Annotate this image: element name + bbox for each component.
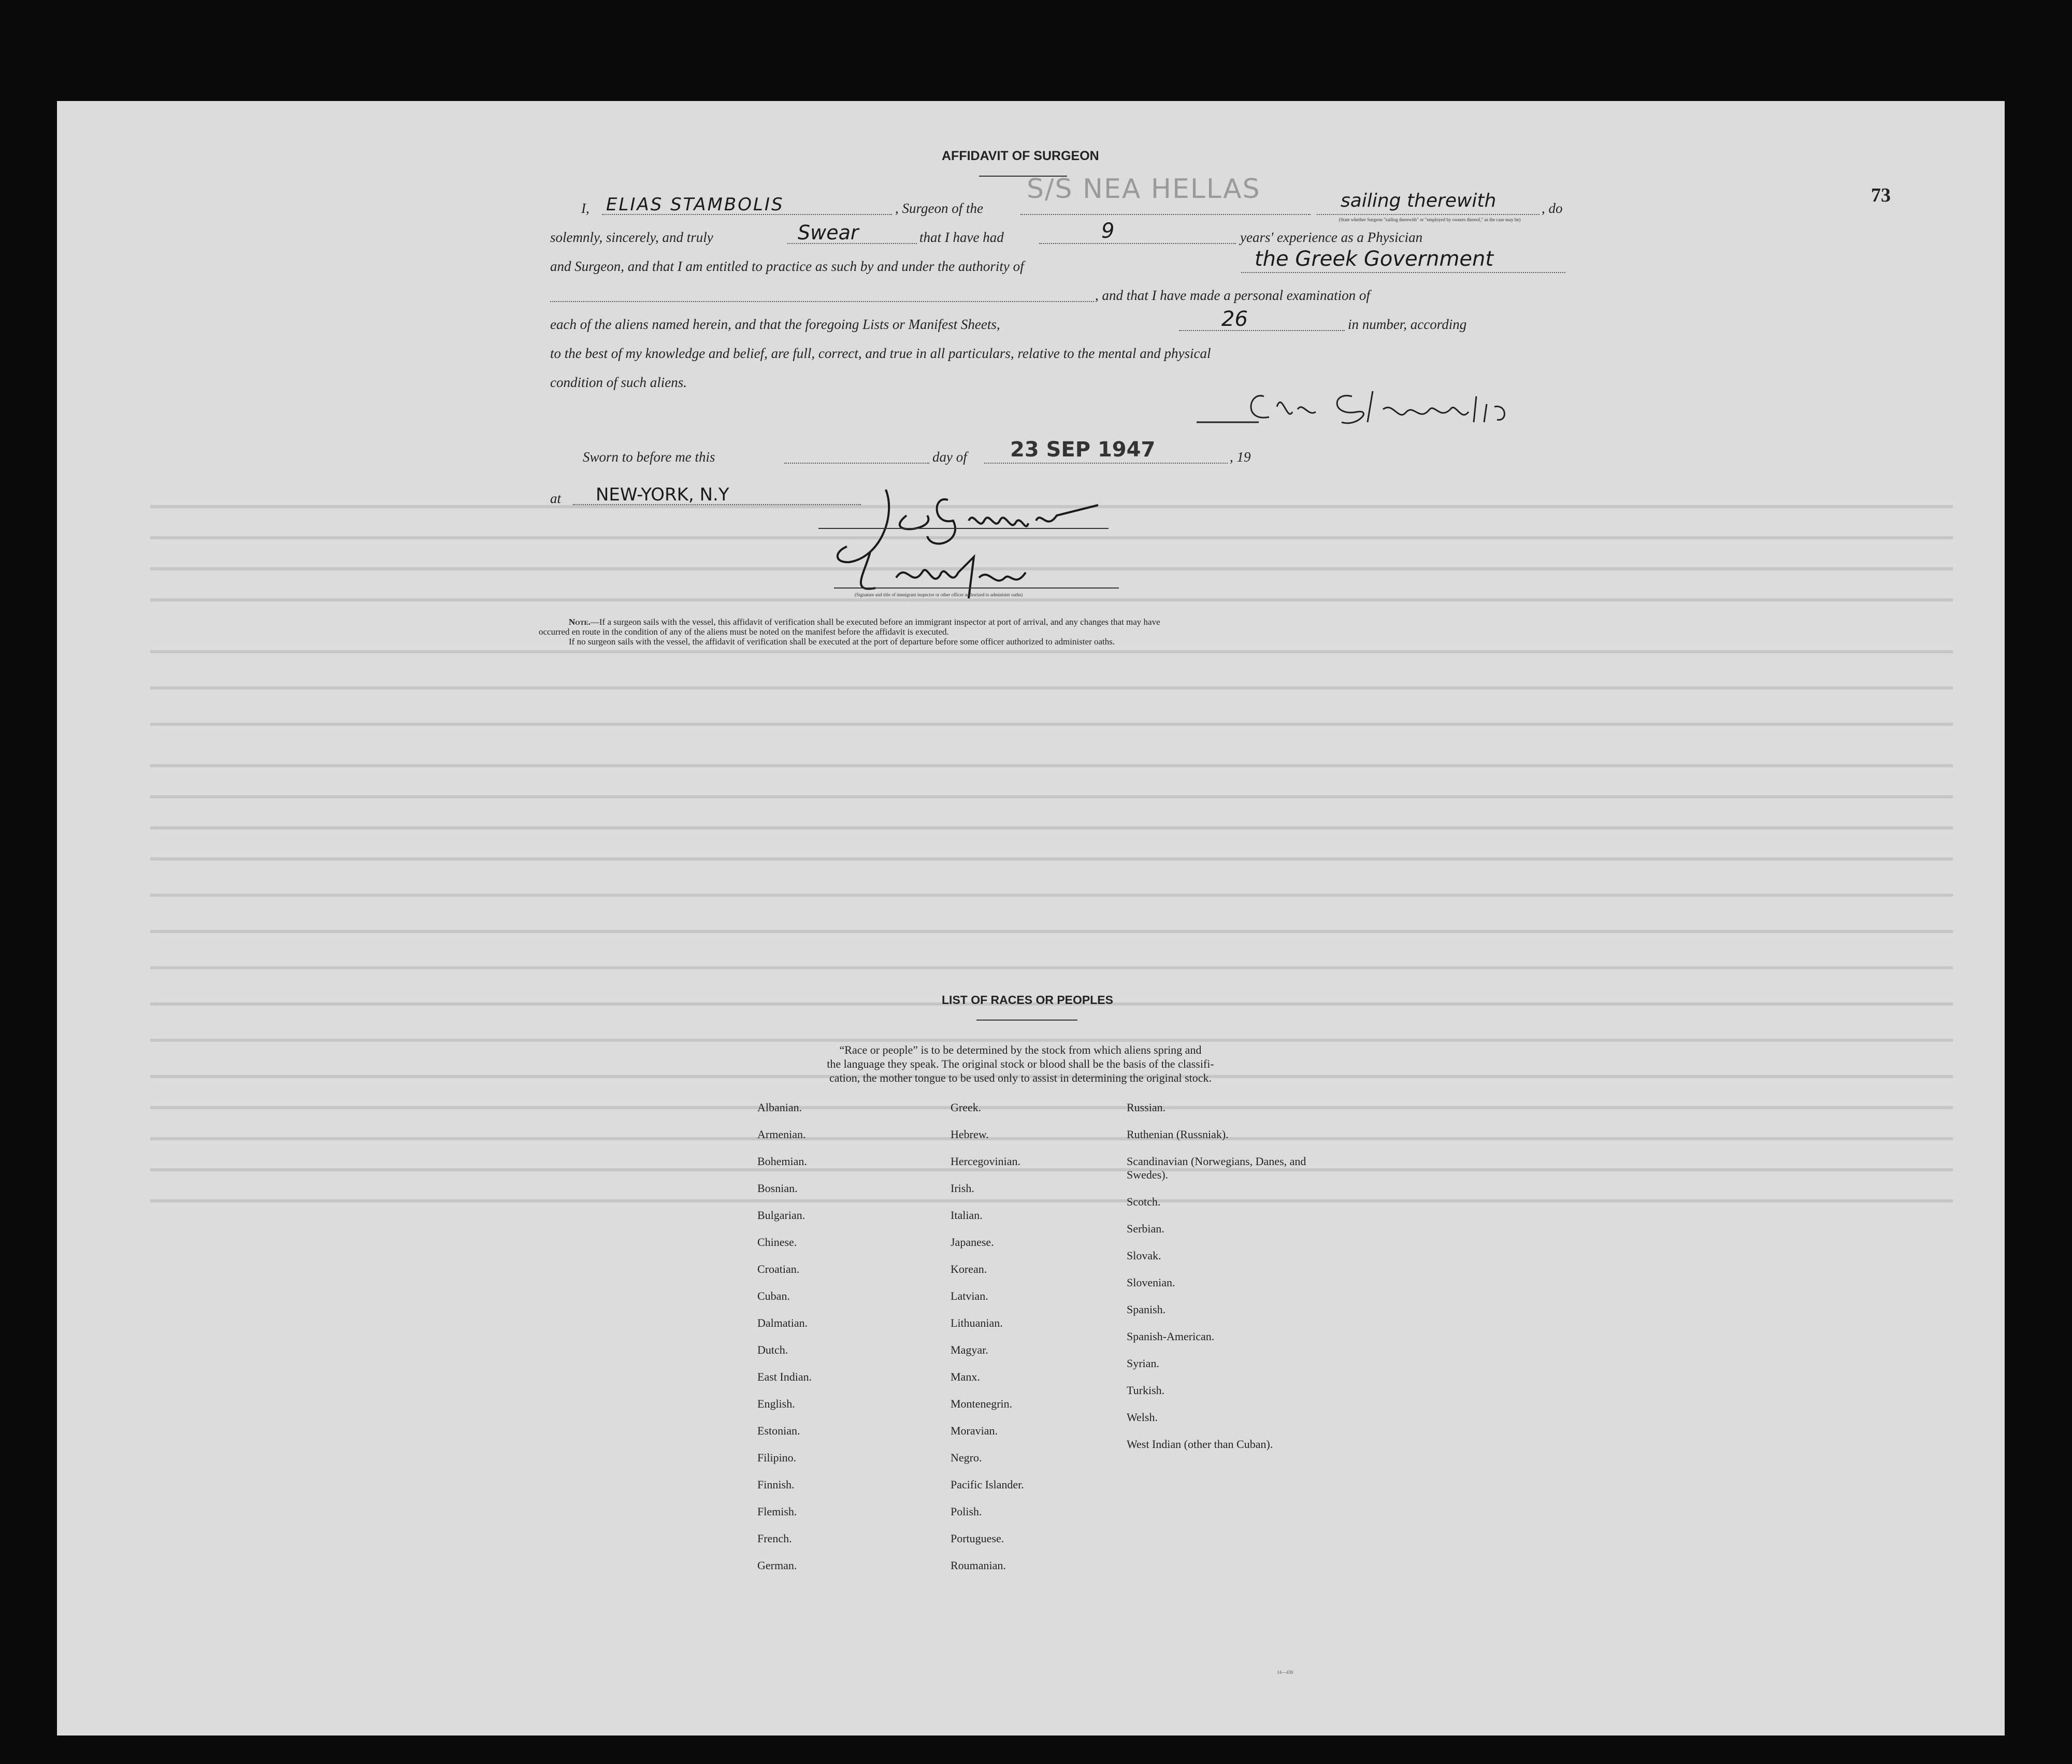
- race-item: Croatian.: [757, 1263, 800, 1275]
- text-that-i-had: that I have had: [919, 230, 1004, 245]
- race-item: Pacific Islander.: [951, 1478, 1024, 1491]
- text-personal-exam: , and that I have made a personal examination of: [1095, 288, 1370, 303]
- races-title: LIST OF RACES OR PEOPLES: [942, 993, 1113, 1007]
- race-item: Negro.: [951, 1451, 982, 1464]
- race-item: Italian.: [951, 1209, 983, 1222]
- date-stamp: 23 SEP 1947: [1010, 438, 1156, 462]
- years-experience: 9: [1101, 219, 1115, 243]
- race-item: East Indian.: [757, 1370, 812, 1383]
- race-item: Bohemian.: [757, 1155, 807, 1168]
- race-item: Filipino.: [757, 1451, 797, 1464]
- race-item: Slovenian.: [1127, 1276, 1175, 1289]
- text-sworn: Sworn to before me this: [583, 449, 715, 465]
- race-item: Dalmatian.: [757, 1316, 808, 1329]
- sworn-month-field: [984, 463, 1228, 464]
- authority: the Greek Government: [1255, 247, 1494, 271]
- race-item: Japanese.: [951, 1236, 994, 1249]
- note-line-1: —If a surgeon sails with the vessel, this affidavit of verification shall be executed before an immigrant inspector at port of arrival, and any changes that may have: [590, 617, 1160, 627]
- intro-line-1: “Race or people” is to be determined by the stock from which aliens spring and: [839, 1043, 1202, 1056]
- race-item: Estonian.: [757, 1424, 800, 1437]
- race-item: Welsh.: [1127, 1411, 1158, 1424]
- race-item: Armenian.: [757, 1128, 806, 1141]
- race-item: Moravian.: [951, 1424, 998, 1437]
- race-item: Russian.: [1127, 1101, 1166, 1114]
- note-line-3: If no surgeon sails with the vessel, the affidavit of verification shall be executed at the port of departure before some officer authorized to administer oaths.: [569, 637, 1115, 647]
- race-item: Latvian.: [951, 1289, 988, 1302]
- text-do: , do: [1542, 200, 1563, 216]
- page-number: 73: [1871, 184, 1891, 206]
- text-and-surgeon: and Surgeon, and that I am entitled to practice as such by and under the authority of: [550, 259, 1024, 274]
- race-item: Greek.: [951, 1101, 982, 1114]
- race-item: Cuban.: [757, 1289, 790, 1302]
- race-item: Portuguese.: [951, 1532, 1004, 1545]
- note-label: Note.: [569, 617, 591, 627]
- race-item: Lithuanian.: [951, 1316, 1003, 1329]
- race-item: Turkish.: [1127, 1384, 1165, 1397]
- place: NEW-YORK, N.Y: [596, 484, 729, 505]
- sailing-status: sailing therewith: [1341, 190, 1497, 211]
- intro-line-2: the language they speak. The original stock or blood shall be the basis of the classifi-: [827, 1057, 1214, 1070]
- text-years-experience: years' experience as a Physician: [1240, 230, 1423, 245]
- race-item: Spanish.: [1127, 1303, 1166, 1316]
- form-number: 14—430: [1277, 1670, 1293, 1675]
- text-solemnly: solemnly, sincerely, and truly: [550, 230, 713, 245]
- race-item: Albanian.: [757, 1101, 802, 1114]
- authority-field: [1241, 272, 1565, 273]
- sheet-count: 26: [1221, 307, 1248, 331]
- text-best-knowledge: to the best of my knowledge and belief, are full, correct, and true in all particulars, relative to the mental and physical: [550, 346, 1211, 361]
- race-item: Serbian.: [1127, 1222, 1164, 1235]
- race-item: Polish.: [951, 1505, 982, 1518]
- surgeon-signature: [1186, 381, 1580, 433]
- note-line-2: occurred en route in the condition of any of the aliens must be noted on the manifest before the affidavit is executed.: [539, 627, 949, 637]
- race-item: Ruthenian (Russniak).: [1127, 1128, 1229, 1141]
- text-day-of: day of: [932, 449, 967, 465]
- race-item: Slovak.: [1127, 1249, 1161, 1262]
- sheets-field: [1179, 330, 1345, 331]
- ship-name-stamp: S/S NEA HELLAS: [1027, 174, 1261, 205]
- races-intro: [751, 1043, 1290, 1085]
- race-item: Flemish.: [757, 1505, 797, 1518]
- race-item: Korean.: [951, 1263, 987, 1275]
- race-item: Bulgarian.: [757, 1209, 805, 1222]
- race-item: French.: [757, 1532, 792, 1545]
- race-item: Syrian.: [1127, 1357, 1159, 1370]
- race-item: Montenegrin.: [951, 1397, 1013, 1410]
- race-item: Finnish.: [757, 1478, 795, 1491]
- text-each-alien: each of the aliens named herein, and that the foregoing Lists or Manifest Sheets,: [550, 317, 1000, 332]
- race-item: Dutch.: [757, 1343, 788, 1356]
- race-item: Scotch.: [1127, 1195, 1161, 1208]
- text-in-number: in number, according: [1348, 317, 1467, 332]
- race-item: Bosnian.: [757, 1182, 798, 1195]
- inspector-signature: [818, 484, 1212, 609]
- affidavit-note: [539, 617, 1575, 647]
- authority-continued-field: [550, 301, 1094, 302]
- race-item: Magyar.: [951, 1343, 988, 1356]
- sworn-day-field: [784, 463, 929, 464]
- race-item: Hebrew.: [951, 1128, 989, 1141]
- surgeon-name: ELIAS STAMBOLIS: [606, 194, 784, 215]
- sailing-status-field: [1317, 214, 1539, 215]
- races-column-3: [1127, 1101, 1313, 1478]
- sailing-status-note: (State whether Surgeon "sailing therewith" or "employed by owners thereof," as the case may be): [1339, 217, 1521, 222]
- race-item: Chinese.: [757, 1236, 797, 1249]
- race-item: Scandinavian (Norwegians, Danes, and Swedes).: [1127, 1155, 1306, 1181]
- race-item: Roumanian.: [951, 1559, 1006, 1572]
- race-item: Manx.: [951, 1370, 980, 1383]
- text-nineteen: , 19: [1230, 449, 1251, 465]
- text-at: at: [550, 491, 562, 506]
- races-column-1: [757, 1101, 812, 1586]
- races-title-rule: [976, 1020, 1077, 1021]
- race-item: Irish.: [951, 1182, 974, 1195]
- race-item: Hercegovinian.: [951, 1155, 1020, 1168]
- intro-line-3: cation, the mother tongue to be used only to assist in determining the original stock.: [829, 1071, 1212, 1084]
- years-field: [1039, 243, 1236, 244]
- text-condition: condition of such aliens.: [550, 375, 687, 390]
- race-item: German.: [757, 1559, 797, 1572]
- text-surgeon-of: , Surgeon of the: [895, 200, 983, 216]
- oath-word: Swear: [798, 221, 859, 244]
- affidavit-title: AFFIDAVIT OF SURGEON: [942, 149, 1099, 163]
- race-item: West Indian (other than Cuban).: [1127, 1438, 1273, 1451]
- race-item: English.: [757, 1397, 795, 1410]
- races-column-2: [951, 1101, 1024, 1586]
- inspector-caption: (Signature and title of immigrant inspector or other officer authorized to administer oaths): [855, 592, 1023, 597]
- text-i: I,: [581, 200, 589, 216]
- manifest-page: [57, 101, 2005, 1736]
- race-item: Spanish-American.: [1127, 1330, 1215, 1343]
- ship-name-field: [1020, 214, 1311, 215]
